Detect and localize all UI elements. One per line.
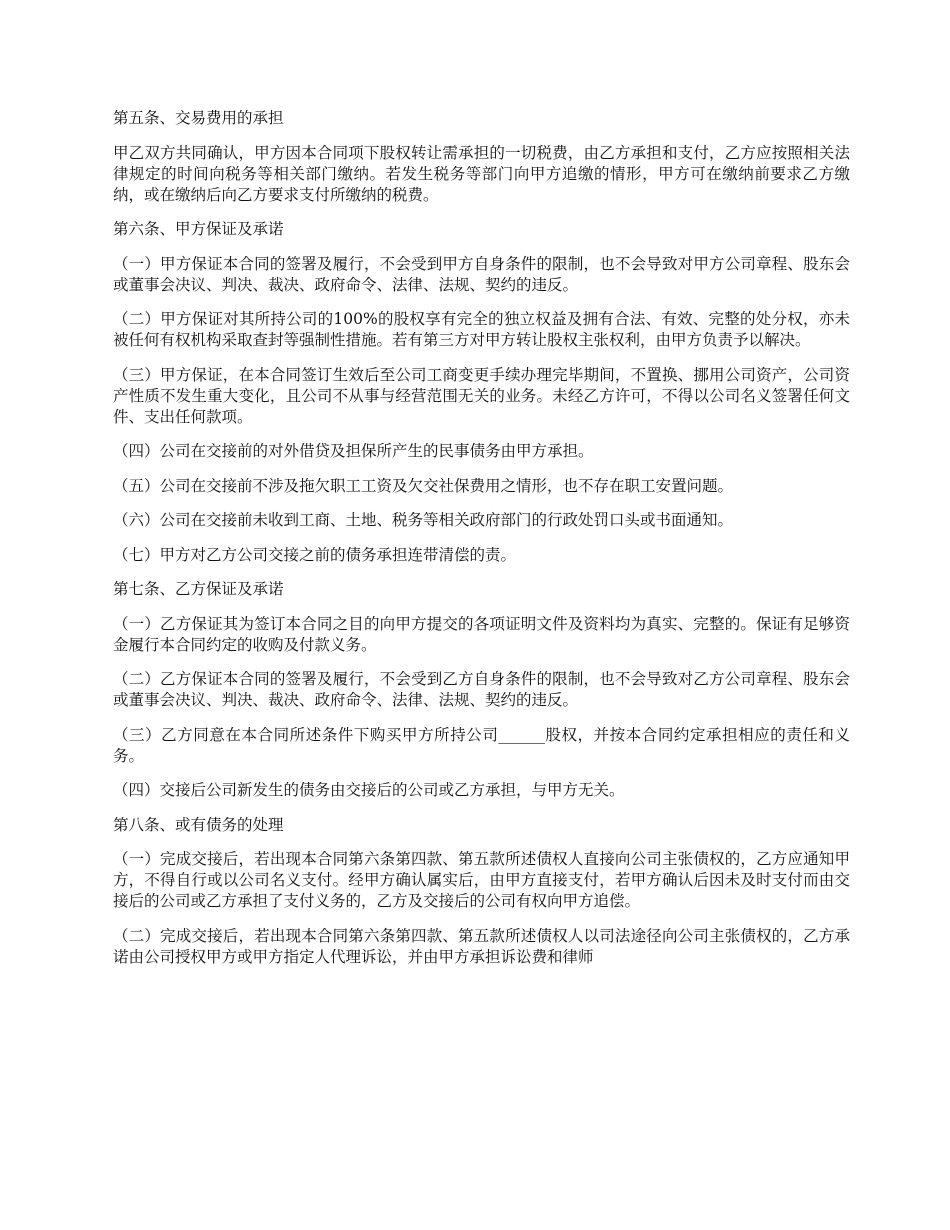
article-6-clause-6: （六）公司在交接前未收到工商、土地、税务等相关政府部门的行政处罚口头或书面通知。: [113, 511, 734, 529]
article-5-heading: 第五条、交易费用的承担: [113, 109, 284, 127]
article-6-clause-2: （二）甲方保证对其所持公司的100%的股权享有完全的独立权益及拥有合法、有效、完整的处分权，亦未被任何有权机构采取查封等强制性措施。若有第三方对甲方转让股权主张权利，由甲方负责予以解决。: [113, 310, 850, 349]
article-5-body: 甲乙双方共同确认，甲方因本合同项下股权转让需承担的一切税费，由乙方承担和支付，乙方应按照相关法律规定的时间向税务等相关部门缴纳。若发生税务等部门向甲方追缴的情形，甲方可在缴纳前要求乙方缴纳，或在缴纳后向乙方要求支付所缴纳的税费。: [113, 143, 850, 204]
article-7-clause-4: （四）交接后公司新发生的债务由交接后的公司或乙方承担，与甲方无关。: [113, 781, 625, 799]
article-7-heading: 第七条、乙方保证及承诺: [113, 580, 284, 598]
article-6-clause-4: （四）公司在交接前的对外借贷及担保所产生的民事债务由甲方承担。: [113, 442, 594, 460]
article-8-heading: 第八条、或有债务的处理: [113, 815, 284, 834]
article-7-clause-3: （三）乙方同意在本合同所述条件下购买甲方所持公司______股权，并按本合同约定承担相应的责任和义务。: [113, 725, 850, 765]
article-6-clause-7: （七）甲方对乙方公司交接之前的债务承担连带清偿的责。: [113, 545, 517, 564]
article-7-clause-2: （二）乙方保证本合同的签署及履行，不会受到乙方自身条件的限制，也不会导致对乙方公司章程、股东会或董事会决议、判决、裁决、政府命令、法律、法规、契约的违反。: [113, 670, 850, 709]
article-6-clause-3: （三）甲方保证，在本合同签订生效后至公司工商变更手续办理完毕期间，不置换、挪用公司资产，公司资产性质不发生重大变化，且公司不从事与经营范围无关的业务。未经乙方许可，不得以公司名义签署任何文件、支出任何款项。: [113, 365, 850, 426]
document-page: [113, 108, 850, 981]
article-8-clause-2: （二）完成交接后，若出现本合同第六条第四款、第五款所述债权人以司法途径向公司主张债权的，乙方承诺由公司授权甲方或甲方指定人代理诉讼，并由甲方承担诉讼费和律师: [113, 926, 850, 966]
article-6-heading: 第六条、甲方保证及承诺: [113, 220, 284, 238]
article-8-clause-1: （一）完成交接后，若出现本合同第六条第四款、第五款所述债权人直接向公司主张债权的，乙方应通知甲方，不得自行或以公司名义支付。经甲方确认属实后，由甲方直接支付，若甲方确认后因未及时支付而由交接后的公司或乙方承担了支付义务的，乙方及交接后的公司有权向甲方追偿。: [113, 850, 850, 910]
article-6-clause-1: （一）甲方保证本合同的签署及履行，不会受到甲方自身条件的限制，也不会导致对甲方公司章程、股东会或董事会决议、判决、裁决、政府命令、法律、法规、契约的违反。: [113, 254, 850, 294]
article-7-clause-1: （一）乙方保证其为签订本合同之目的向甲方提交的各项证明文件及资料均为真实、完整的。保证有足够资金履行本合同约定的收购及付款义务。: [113, 614, 850, 654]
article-6-clause-5: （五）公司在交接前不涉及拖欠职工工资及欠交社保费用之情形，也不存在职工安置问题。: [113, 476, 734, 495]
